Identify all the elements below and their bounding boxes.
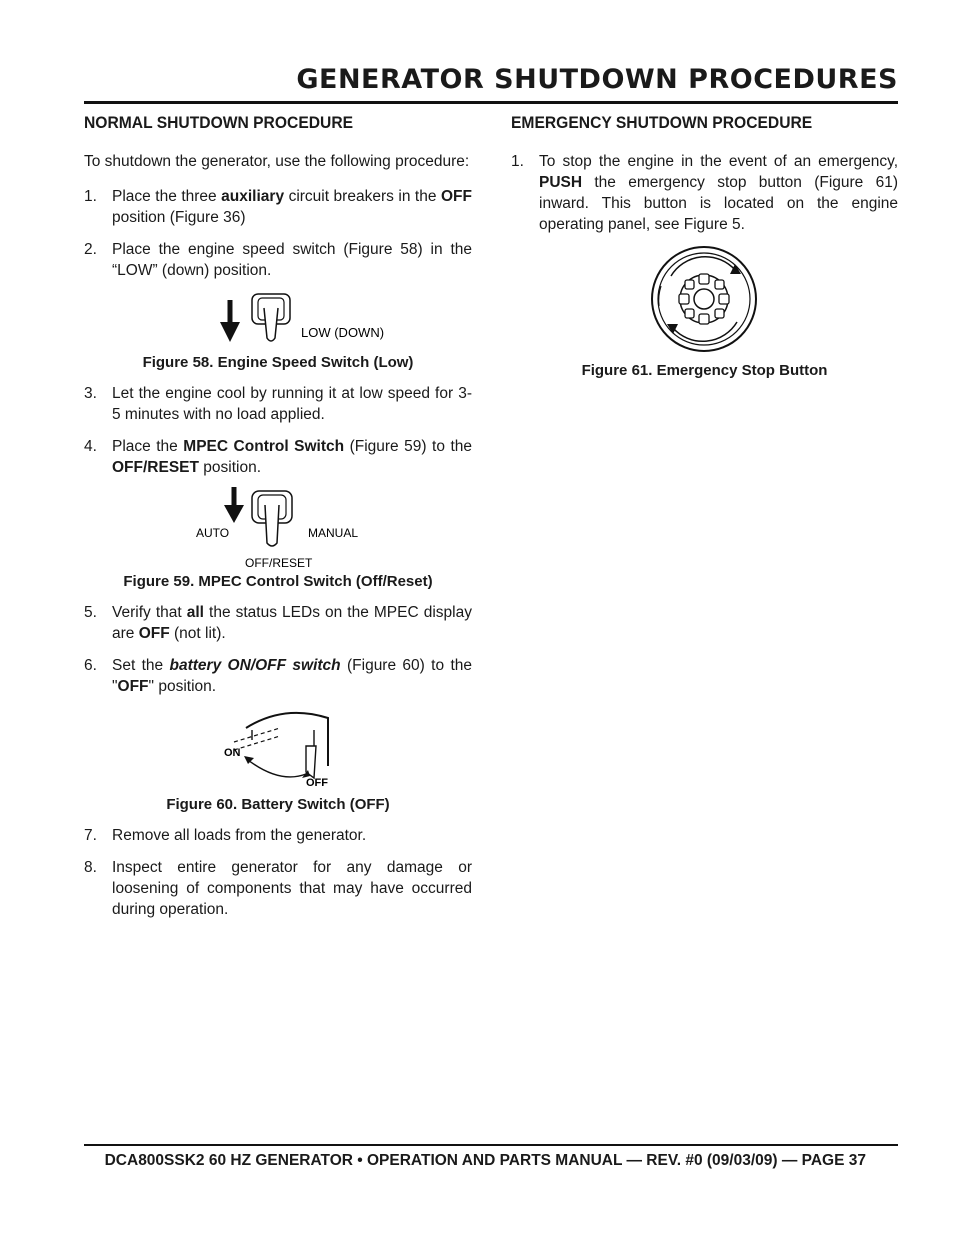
mpec-control-switch-icon [84, 483, 472, 571]
figure-61 [511, 246, 898, 356]
step-number: 3. [84, 385, 97, 402]
engine-speed-switch-icon [84, 292, 472, 348]
step-6 [84, 655, 472, 697]
step-text: Remove all loads from the generator. [112, 827, 367, 844]
page-footer: DCA800SSK2 60 HZ GENERATOR • OPERATION AND PARTS MANUAL — REV. #0 (09/03/09) — PAGE 37 [104, 1152, 866, 1169]
step-8 [84, 857, 472, 920]
step-2 [84, 239, 472, 281]
step-number: 1. [84, 188, 97, 205]
step-text: To stop the engine in the event of an emergency, PUSH the emergency stop button (Figure 61) inward. This button is located on the engine operating panel, see Figure 5. [539, 153, 898, 233]
footer-rule [84, 1144, 898, 1146]
step-number: 6. [84, 657, 97, 674]
auto-label: AUTO [196, 526, 230, 540]
emergency-shutdown-heading: EMERGENCY SHUTDOWN PROCEDURE [511, 113, 813, 132]
title-rule [84, 101, 898, 104]
step-text: Place the engine speed switch (Figure 58) in the “LOW” (down) position. [112, 241, 472, 279]
step-number: 7. [84, 827, 97, 844]
on-label: ON [224, 747, 241, 759]
step-1 [84, 186, 472, 228]
step-text: Inspect entire generator for any damage or loosening of components that may have occurred during operation. [112, 859, 472, 918]
emergency-shutdown-section [511, 113, 898, 391]
intro-text: To shutdown the generator, use the following procedure: [84, 153, 470, 170]
figure-61-caption: Figure 61. Emergency Stop Button [581, 362, 828, 379]
figure-58-caption: Figure 58. Engine Speed Switch (Low) [142, 354, 414, 371]
step-4 [84, 436, 472, 478]
step-text: Place the three auxiliary circuit breakers in the OFF position (Figure 36) [112, 188, 472, 226]
figure-60 [84, 706, 472, 790]
step-number: 8. [84, 859, 97, 876]
low-down-label: LOW (DOWN) [301, 325, 385, 340]
step-5 [84, 602, 472, 644]
figure-58 [84, 292, 472, 348]
step-text: Let the engine cool by running it at low speed for 3-5 minutes with no load applied. [112, 385, 472, 423]
step-number: 4. [84, 438, 97, 455]
normal-shutdown-section [84, 113, 472, 931]
figure-59 [84, 483, 472, 571]
emergency-stop-button-icon [511, 246, 898, 356]
step-text: Place the MPEC Control Switch (Figure 59) to the OFF/RESET position. [112, 438, 472, 476]
step-7 [84, 825, 472, 846]
figure-60-caption: Figure 60. Battery Switch (OFF) [166, 796, 390, 813]
normal-shutdown-heading: NORMAL SHUTDOWN PROCEDURE [84, 113, 354, 132]
step-3 [84, 383, 472, 425]
battery-switch-icon [84, 706, 472, 790]
off-label: OFF [306, 777, 328, 789]
off-reset-label: OFF/RESET [245, 556, 313, 570]
figure-59-caption: Figure 59. MPEC Control Switch (Off/Reset) [123, 573, 433, 590]
step-number: 1. [511, 153, 524, 170]
step-number: 2. [84, 241, 97, 258]
page-title: GENERATOR SHUTDOWN PROCEDURES [296, 64, 898, 95]
step-text: Set the battery ON/OFF switch (Figure 60) to the "OFF" position. [112, 657, 472, 695]
step-text: Verify that all the status LEDs on the MPEC display are OFF (not lit). [112, 604, 472, 642]
step-number: 5. [84, 604, 97, 621]
emergency-step-1 [511, 151, 898, 235]
manual-label: MANUAL [308, 526, 359, 540]
